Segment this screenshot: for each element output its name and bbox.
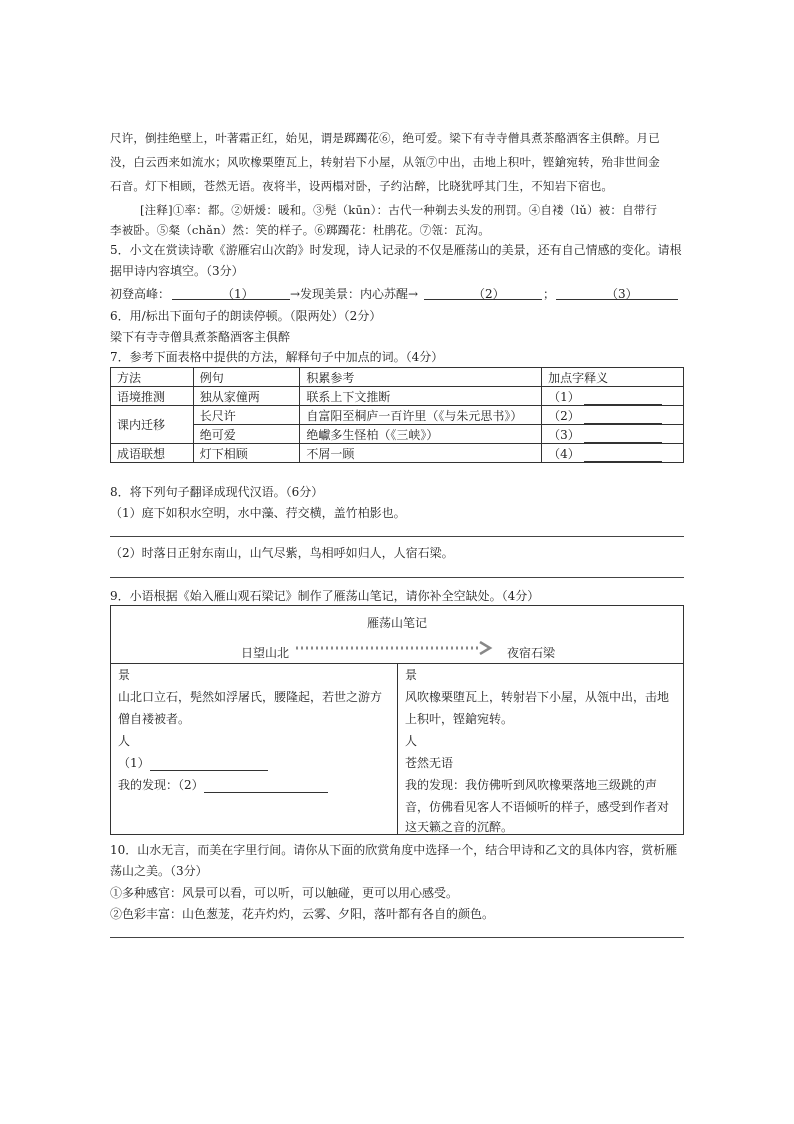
- q9-left-column: [111, 663, 398, 834]
- passage-line-2: 没，白云西来如流水；风吹橡栗堕瓦上，转射岩下小屋，从瓴⑦中出，击地上积叶，铿鎗宛转，殆非世间金: [110, 155, 660, 169]
- q7-method: 语境推测: [111, 387, 194, 406]
- q7-header-row: [111, 368, 684, 387]
- table-row: [111, 406, 684, 425]
- q7-answer-label: （3）: [548, 427, 580, 442]
- q8-answer-line-1[interactable]: [110, 536, 684, 537]
- q7-answer-label: （4）: [548, 446, 580, 461]
- passage-line-3: 石音。灯下相顾，苍然无语。夜将半，设两榻对卧，子约沾醉，比晓犹呼其门生，不知岩下宿也。: [110, 179, 614, 193]
- q7-ref: 绝巘多生怪柏（《三峡》）: [300, 425, 542, 444]
- q7-ref: 不屑一顾: [300, 444, 542, 463]
- q7-answer-blank[interactable]: [584, 411, 662, 424]
- q7-header-method: 方法: [111, 368, 194, 387]
- q9-right-find-2: 音，仿佛看见客人不语倾听的样子，感受到作者对: [405, 800, 670, 814]
- q5-mid-text: →发现美景：内心苏醒→: [290, 287, 419, 301]
- q7-answer-cell[interactable]: [542, 406, 684, 425]
- q7-ref: 自富阳至桐庐一百许里（《与朱元思书》）: [300, 406, 542, 425]
- q7-header-answer: 加点字释义: [542, 368, 684, 387]
- q10-option-2: ②色彩丰富：山色葱茏，花卉灼灼，云雾、夕阳，落叶都有各自的颜色。: [110, 907, 495, 921]
- q7-answer-blank[interactable]: [584, 449, 662, 462]
- q7-header-ref: 积累参考: [300, 368, 542, 387]
- q10-option-1: ①多种感官：风景可以看，可以听，可以触碰，更可以用心感受。: [110, 886, 459, 900]
- q9-prompt: 9．小语根据《始入雁山观石梁记》制作了雁荡山笔记，请你补全空缺处。（4分）: [110, 589, 540, 603]
- passage-line-1: 尺许，倒挂绝壁上，叶著霜正红，始见，谓是踯躅花⑥，绝可爱。梁下有寺寺僧具煮茶酪酒客主俱醉。月已: [110, 131, 660, 145]
- q9-right-find-3: 这天籁之音的沉醉。: [405, 820, 514, 834]
- q9-left-scene-2: 僧自褛被者。: [118, 712, 191, 726]
- q5-prompt-1: 5．小文在赏读诗歌《游雁宕山次韵》时发现，诗人记录的不仅是雁荡山的美景，还有自己情感的变化。请根: [110, 243, 682, 257]
- q8-sentence-1: （1）庭下如积水空明，水中藻、荇交横，盖竹柏影也。: [110, 506, 406, 520]
- q7-answer-label: （2）: [548, 408, 580, 423]
- q9-from-label: 日望山北: [241, 646, 290, 660]
- q7-answer-cell[interactable]: [542, 444, 684, 463]
- q9-right-column: [398, 663, 683, 834]
- q5-blank-1-label: （1）: [222, 287, 254, 301]
- table-row: [111, 425, 684, 444]
- q9-right-scene-1: 风吹橡栗堕瓦上，转射岩下小屋，从瓴中出，击地: [405, 690, 670, 704]
- q9-left-find[interactable]: [118, 777, 328, 793]
- q8-sentence-2: （2）时落日正射东南山，山气尽紫，鸟相呼如归人，人宿石梁。: [110, 546, 454, 560]
- q7-method: 成语联想: [111, 444, 194, 463]
- q7-example: 长尺许: [193, 406, 300, 425]
- q6-sentence[interactable]: 梁下有寺寺僧具煮茶酪酒客主俱醉: [110, 330, 291, 344]
- q9-blank-1-label: （1）: [118, 756, 150, 770]
- q10-prompt-2: 荡山之美。（3分）: [110, 864, 208, 878]
- q8-prompt: 8．将下列句子翻译成现代汉语。（6分）: [110, 485, 324, 499]
- q9-right-people-label: 人: [405, 734, 418, 748]
- q9-note-header: [111, 606, 683, 664]
- q7-example: 独从家僮两: [193, 387, 300, 406]
- q9-right-find-1: 我的发现：我仿佛听到风吹橡栗落地三级跳的声: [405, 778, 658, 792]
- q9-left-people-label: 人: [118, 734, 131, 748]
- table-row: [111, 387, 684, 406]
- q7-answer-label: （1）: [548, 389, 580, 404]
- q5-blank-3-label: （3）: [606, 287, 638, 301]
- q7-example: 灯下相顾: [193, 444, 300, 463]
- q5-blank-2-label: （2）: [473, 287, 505, 301]
- q9-left-scene-1: 山北口立石，髡然如浮屠氏，腰隆起，若世之游方: [118, 690, 383, 704]
- q9-left-blank-1[interactable]: [118, 755, 268, 771]
- table-row: [111, 444, 684, 463]
- dotted-arrow-icon: [294, 641, 504, 655]
- q9-to-label: 夜宿石梁: [507, 646, 556, 660]
- q7-answer-blank[interactable]: [584, 392, 662, 405]
- q9-right-people: 苍然无语: [405, 756, 454, 770]
- q7-table: [110, 367, 684, 463]
- q8-answer-line-2[interactable]: [110, 577, 684, 578]
- q5-start-label: 初登高峰：: [110, 287, 171, 301]
- q9-find-label: 我的发现：（2）: [118, 778, 204, 792]
- q7-ref: 联系上下文推断: [300, 387, 542, 406]
- q9-note-box: [110, 605, 684, 835]
- q9-blank-1-line[interactable]: [150, 758, 268, 771]
- q7-example: 绝可爱: [193, 425, 300, 444]
- notes-line-1: [注释]①率：都。②妍煖：暖和。③髡（kūn）：古代一种剃去头发的刑罚。④自褛（lǔ）被：自带行: [140, 203, 658, 217]
- q10-answer-line[interactable]: [110, 937, 684, 938]
- q7-header-example: 例句: [193, 368, 300, 387]
- q5-separator: ；: [543, 287, 556, 301]
- q10-prompt-1: 10．山水无言，而美在字里行间。请你从下面的欣赏角度中选择一个，结合甲诗和乙文的具体内容，赏析雁: [110, 843, 678, 857]
- q7-answer-cell[interactable]: [542, 425, 684, 444]
- q9-right-scene-2: 上积叶，铿鎗宛转。: [405, 712, 514, 726]
- q9-note-title: 雁荡山笔记: [366, 616, 427, 630]
- q9-blank-2-line[interactable]: [204, 780, 328, 793]
- q7-method: 课内迁移: [111, 406, 194, 444]
- q9-right-scene-label: 景: [405, 668, 418, 682]
- notes-line-2: 李被卧。⑤粲（chǎn）然：笑的样子。⑥踯躅花：杜鹃花。⑦瓴：瓦沟。: [110, 223, 490, 237]
- q6-prompt: 6．用/标出下面句子的朗读停顿。（限两处）（2分）: [110, 309, 382, 323]
- q9-left-scene-label: 景: [118, 668, 131, 682]
- q7-prompt: 7．参考下面表格中提供的方法，解释句子中加点的词。（4分）: [110, 350, 444, 364]
- q7-answer-cell[interactable]: [542, 387, 684, 406]
- q5-prompt-2: 据甲诗内容填空。（3分）: [110, 264, 244, 278]
- q7-answer-blank[interactable]: [584, 430, 662, 443]
